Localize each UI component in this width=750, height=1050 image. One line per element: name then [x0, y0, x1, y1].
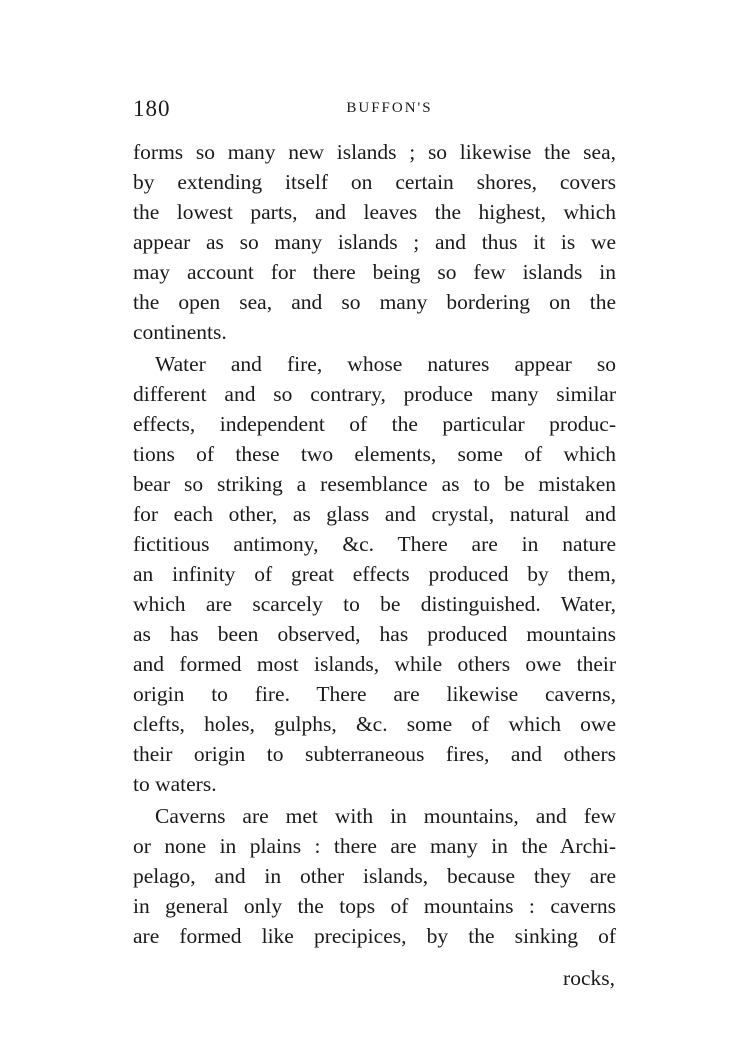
text-line: tions of these two elements, some of which	[133, 442, 616, 466]
text-line: bear so striking a resemblance as to be mistaken	[133, 472, 616, 496]
text-line: the lowest parts, and leaves the highest, which	[133, 200, 616, 224]
text-line: the open sea, and so many bordering on the	[133, 290, 616, 314]
text-line: for each other, as glass and crystal, natural and	[133, 502, 616, 526]
body-text	[133, 137, 616, 951]
page-number: 180	[133, 96, 171, 121]
text-line: Water and fire, whose natures appear so	[155, 352, 616, 376]
page-header	[133, 96, 616, 126]
text-line: may account for there being so few islands in	[133, 260, 616, 284]
text-line: fictitious antimony, &c. There are in nature	[133, 532, 616, 556]
text-line: are formed like precipices, by the sinking of	[133, 924, 616, 948]
text-line: continents.	[133, 320, 227, 344]
text-line: clefts, holes, gulphs, &c. some of which owe	[133, 712, 616, 736]
text-line: and formed most islands, while others owe their	[133, 652, 616, 676]
text-line: forms so many new islands ; so likewise the sea,	[133, 140, 616, 164]
text-line: their origin to subterraneous fires, and others	[133, 742, 616, 766]
running-head: BUFFON'S	[346, 100, 433, 116]
text-line: different and so contrary, produce many similar	[133, 382, 616, 406]
text-line: in general only the tops of mountains : caverns	[133, 894, 616, 918]
paragraph	[133, 801, 616, 951]
paragraph	[133, 137, 616, 347]
text-line: Caverns are met with in mountains, and few	[155, 804, 616, 828]
text-line: pelago, and in other islands, because they are	[133, 864, 616, 888]
text-line: as has been observed, has produced mountains	[133, 622, 616, 646]
text-line: which are scarcely to be distinguished. Water,	[133, 592, 616, 616]
text-line: by extending itself on certain shores, covers	[133, 170, 616, 194]
text-line: an infinity of great effects produced by them,	[133, 562, 616, 586]
catchword: rocks,	[563, 966, 615, 990]
text-line: to waters.	[133, 772, 217, 796]
text-line: or none in plains : there are many in the Archi-	[133, 834, 616, 858]
paragraph	[133, 349, 616, 799]
text-line: appear as so many islands ; and thus it is we	[133, 230, 616, 254]
text-line: effects, independent of the particular produc-	[133, 412, 616, 436]
text-line: origin to fire. There are likewise caverns,	[133, 682, 616, 706]
